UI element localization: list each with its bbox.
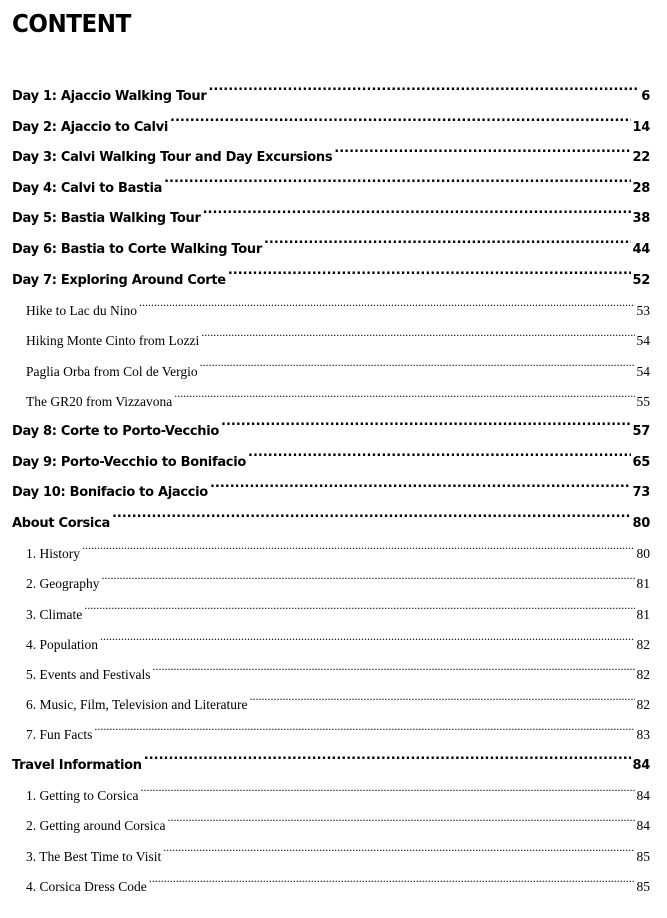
toc-subentry-label: 4. Population	[26, 636, 99, 652]
toc-subentry-label: 4. Corsica Dress Code	[26, 878, 147, 894]
toc-page-number: 44	[632, 241, 650, 257]
toc-page-number: 81	[636, 576, 650, 592]
dot-leader	[228, 271, 631, 284]
toc-entry[interactable]	[0, 235, 667, 266]
dot-leader	[167, 817, 634, 831]
toc-page-number: 82	[636, 667, 650, 683]
toc-page-number: 55	[636, 393, 650, 409]
toc-subentry[interactable]	[0, 539, 667, 569]
toc-subentry-label: Hiking Monte Cinto from Lozzi	[26, 333, 200, 349]
toc-subentry-label: 7. Fun Facts	[26, 727, 93, 743]
dot-leader	[170, 118, 630, 131]
dot-leader	[248, 453, 631, 466]
dot-leader	[264, 240, 631, 253]
toc-page-number: 84	[632, 757, 650, 773]
toc-subentry-label: 2. Geography	[26, 576, 100, 592]
toc-subentry[interactable]	[0, 630, 667, 660]
toc-page-number: 81	[636, 606, 650, 622]
toc-subentry[interactable]	[0, 781, 667, 811]
dot-leader	[203, 209, 631, 222]
toc-page-number: 73	[632, 485, 650, 501]
dot-leader	[201, 332, 634, 346]
toc-subentry[interactable]	[0, 357, 667, 387]
toc-subentry-label: 6. Music, Film, Television and Literature	[26, 697, 248, 713]
toc-page-number: 82	[636, 697, 650, 713]
dot-leader	[140, 787, 634, 801]
toc-subentry[interactable]	[0, 660, 667, 690]
toc-page-number: 54	[636, 363, 650, 379]
page-title: CONTENT	[12, 9, 131, 38]
toc-entry[interactable]	[0, 509, 667, 540]
toc-page-number: 53	[636, 303, 650, 319]
toc-page-number: 57	[632, 423, 650, 439]
toc-page-number: 14	[632, 119, 650, 135]
toc-entry-label: Travel Information	[12, 757, 142, 773]
toc-entry[interactable]	[0, 113, 667, 144]
toc-page-number: 80	[636, 546, 650, 562]
toc-subentry-label: 1. History	[26, 546, 80, 562]
dot-leader	[200, 362, 635, 376]
toc-page-number: 85	[636, 878, 650, 894]
toc-entry[interactable]	[0, 266, 667, 297]
toc-subentry-label: Paglia Orba from Col de Vergio	[26, 363, 198, 379]
toc-entry-label: Day 10: Bonifacio to Ajaccio	[12, 485, 208, 501]
toc-entry-label: Day 8: Corte to Porto-Vecchio	[12, 423, 220, 439]
dot-leader	[100, 635, 634, 649]
toc-subentry[interactable]	[0, 569, 667, 599]
toc-subentry-label: 1. Getting to Corsica	[26, 788, 139, 804]
dot-leader	[163, 847, 634, 861]
toc-subentry[interactable]	[0, 872, 667, 902]
toc-subentry-label: 2. Getting around Corsica	[26, 818, 166, 834]
toc-entry[interactable]	[0, 478, 667, 509]
dot-leader	[101, 575, 634, 589]
toc-subentry-label: 3. Climate	[26, 606, 83, 622]
toc-subentry-label: 3. The Best Time to Visit	[26, 848, 162, 864]
toc-subentry[interactable]	[0, 811, 667, 841]
toc-entry-label: About Corsica	[12, 515, 110, 531]
toc-page-number: 22	[632, 150, 650, 166]
dot-leader	[139, 302, 635, 316]
dot-leader	[334, 148, 630, 161]
toc-page-number: 52	[632, 272, 650, 288]
dot-leader	[210, 483, 631, 496]
dot-leader	[250, 696, 635, 710]
toc-entry-label: Day 7: Exploring Around Corte	[12, 272, 226, 288]
toc-page-number: 54	[636, 333, 650, 349]
toc-page-number: 82	[636, 636, 650, 652]
toc-entry-label: Day 4: Calvi to Bastia	[12, 180, 163, 196]
toc-subentry[interactable]	[0, 326, 667, 356]
toc-subentry-label: 5. Events and Festivals	[26, 667, 151, 683]
toc-page-number: 84	[636, 818, 650, 834]
toc-page-number: 6	[641, 89, 650, 104]
dot-leader	[144, 756, 631, 769]
toc-entry-label: Day 1: Ajaccio Walking Tour	[12, 89, 207, 104]
toc-subentry-label: Hike to Lac du Nino	[26, 303, 137, 319]
dot-leader	[164, 179, 630, 192]
toc-entry-label: Day 5: Bastia Walking Tour	[12, 211, 201, 227]
toc-entry[interactable]	[0, 751, 667, 782]
dot-leader	[174, 392, 634, 406]
toc-page-number: 38	[632, 211, 650, 227]
dot-leader	[149, 877, 635, 891]
toc-page-number: 28	[632, 180, 650, 196]
toc-entry[interactable]	[0, 82, 667, 113]
toc-entry[interactable]	[0, 143, 667, 174]
toc-entry[interactable]	[0, 204, 667, 235]
toc-subentry[interactable]	[0, 296, 667, 326]
toc-subentry-label: The GR20 from Vizzavona	[26, 393, 173, 409]
toc-page-number: 65	[632, 454, 650, 470]
toc-entry-label: Day 3: Calvi Walking Tour and Day Excursions	[12, 150, 333, 166]
toc-entry-label: Day 9: Porto-Vecchio to Bonifacio	[12, 454, 246, 470]
dot-leader	[112, 514, 631, 527]
toc-page-number: 83	[636, 727, 650, 743]
dot-leader	[153, 666, 635, 680]
toc-subentry[interactable]	[0, 842, 667, 872]
toc-subentry[interactable]	[0, 600, 667, 630]
dot-leader	[82, 545, 635, 559]
dot-leader	[84, 605, 634, 619]
toc-entry[interactable]	[0, 448, 667, 479]
table-of-contents	[0, 82, 667, 902]
toc-subentry[interactable]	[0, 387, 667, 417]
dot-leader	[208, 87, 639, 100]
toc-entry-label: Day 2: Ajaccio to Calvi	[12, 119, 169, 135]
toc-page-number: 85	[636, 848, 650, 864]
toc-entry[interactable]	[0, 417, 667, 448]
toc-subentry[interactable]	[0, 720, 667, 750]
toc-page-number: 80	[632, 515, 650, 531]
toc-subentry[interactable]	[0, 690, 667, 720]
toc-entry-label: Day 6: Bastia to Corte Walking Tour	[12, 241, 262, 257]
dot-leader	[94, 726, 634, 740]
dot-leader	[221, 422, 630, 435]
toc-page-number: 84	[636, 788, 650, 804]
toc-entry[interactable]	[0, 174, 667, 205]
